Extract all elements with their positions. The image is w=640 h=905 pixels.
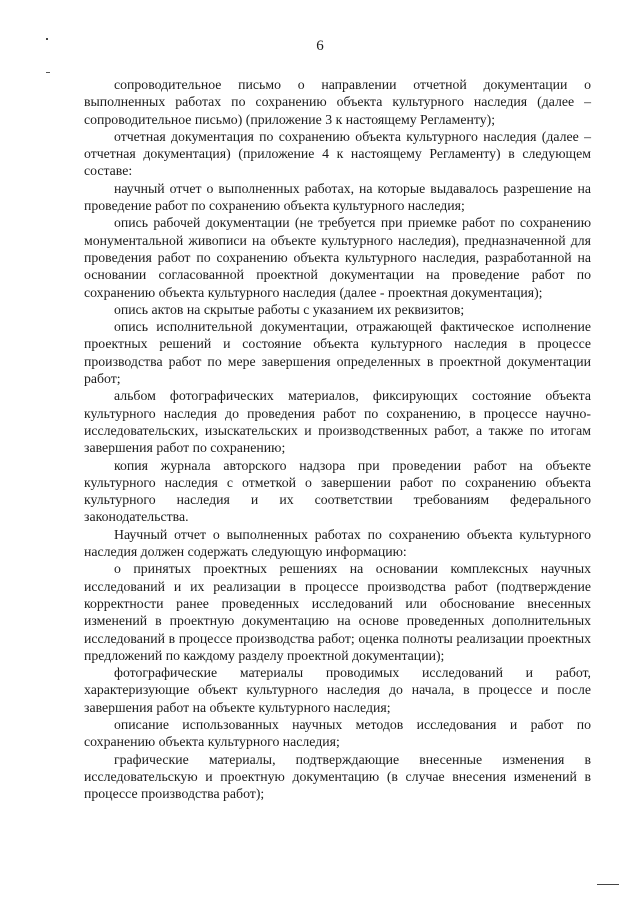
paragraph: графические материалы, подтверждающие внесенные изменения в исследовательскую и проектную документацию (в случае внесения изменений в процессе производства работ); [84, 751, 591, 802]
page-number: 6 [316, 38, 324, 54]
paragraph: опись исполнительной документации, отражающей фактическое исполнение проектных решений и состояние объекта культурного наследия в процессе производства работ по мере завершения определенных в проектной документации работ; [84, 319, 591, 387]
paragraph: копия журнала авторского надзора при проведении работ на объекте культурного наследия с отметкой о завершении работ по сохранению объекта культурного наследия и их соответствии требованиям федерального законодательства. [84, 457, 591, 525]
paragraph: фотографические материалы проводимых исследований и работ, характеризующие объект культурного наследия до начала, в процессе и после завершения работ на объекте культурного наследия; [84, 665, 591, 715]
scan-mark [46, 72, 50, 73]
paragraph: опись актов на скрытые работы с указанием их реквизитов; [114, 301, 465, 317]
paragraph: отчетная документация по сохранению объекта культурного наследия (далее – отчетная документация) (приложение 4 к настоящему Регламенту) в следующем составе: [84, 128, 591, 179]
paragraph: сопроводительное письмо о направлении отчетной документации о выполненных работах по сохранению объекта культурного наследия (далее – сопроводительное письмо) (приложение 3 к настоящему Регламенту); [84, 77, 591, 127]
paragraph: о принятых проектных решениях на основании комплексных научных исследований и их реализации в процессе производства работ (подтверждение корректности ранее проведенных исследований или обоснование внесенных изменений в проектную документацию на основе проведенных дополнительных исследований в процессе производства работ; оценка полноты реализации проектных предложений по каждому разделу проектной документации); [84, 561, 591, 663]
paragraph: альбом фотографических материалов, фиксирующих состояние объекта культурного наследия до проведения работ по сохранению, в процессе научно-исследовательских, изыскательских и производственных работ, а также по итогам завершения работ по сохранению; [84, 388, 591, 456]
paragraph: опись рабочей документации (не требуется при приемке работ по сохранению монументальной живописи на объекте культурного наследия), предназначенной для проведения работ по сохранению объекта культурного наследия, разработанной на основании согласованной проектной документации на проведение работ по сохранению объекта культурного наследия (далее - проектная документация); [84, 215, 591, 300]
paragraph: Научный отчет о выполненных работах по сохранению объекта культурного наследия должен содержать следующую информацию: [84, 526, 591, 560]
paragraph: научный отчет о выполненных работах, на которые выдавалось разрешение на проведение работ по сохранению объекта культурного наследия; [84, 180, 591, 214]
paragraph: описание использованных научных методов исследования и работ по сохранению объекта культурного наследия; [84, 716, 591, 750]
document-body [84, 76, 591, 802]
scan-mark [597, 884, 619, 885]
